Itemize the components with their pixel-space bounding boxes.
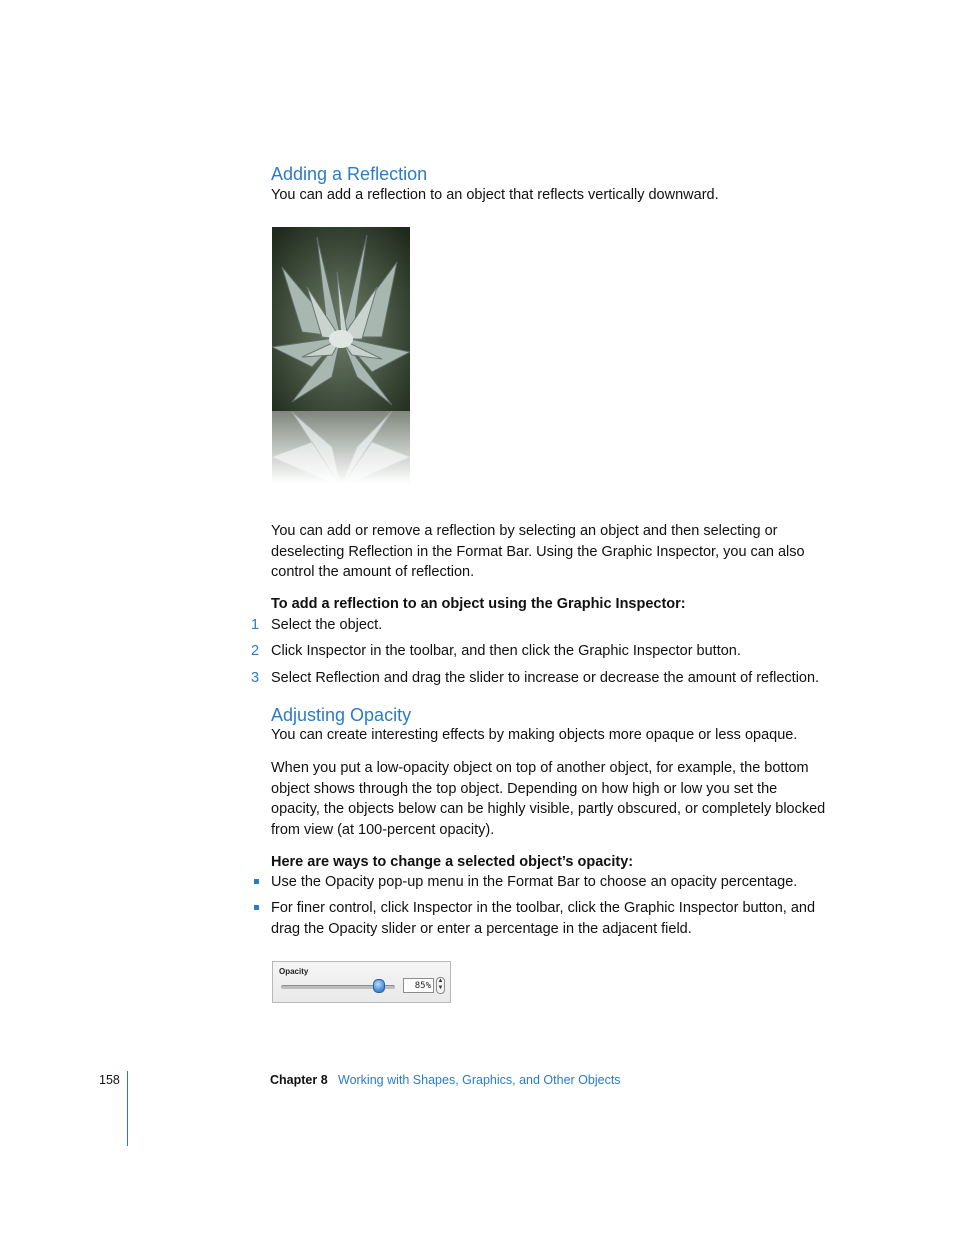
opacity-value-field[interactable]: 85% [403, 978, 434, 993]
opacity-panel [272, 961, 451, 1003]
section2-body [271, 758, 825, 840]
section1-body [271, 521, 805, 583]
step-text: Select Reflection and drag the slider to increase or decrease the amount of reflection. [271, 670, 820, 686]
body-line: You can add or remove a reflection by selecting an object and then selecting or [271, 523, 778, 539]
opacity-label: Opacity [279, 967, 309, 976]
step-text: Click Inspector in the toolbar, and then click the Graphic Inspector button. [271, 643, 741, 659]
stepper-up-icon[interactable]: ▲ [437, 978, 444, 984]
bullet-marker [254, 879, 259, 884]
procedure-title: To add a reflection to an object using the Graphic Inspector: [271, 596, 686, 612]
chapter-title-link[interactable]: Working with Shapes, Graphics, and Other Objects [338, 1073, 621, 1087]
stepper-down-icon[interactable]: ▼ [437, 985, 444, 991]
step-number: 1 [251, 617, 260, 633]
body-line: object shows through the top object. Depending on how high or low you set the [271, 780, 778, 797]
chapter-label: Chapter 8 [270, 1073, 328, 1087]
step-number: 2 [251, 643, 260, 659]
bullet-line: drag the Opacity slider or enter a percentage in the adjacent field. [271, 920, 692, 937]
opacity-stepper[interactable] [436, 977, 445, 994]
agave-photo [272, 227, 410, 411]
section-heading-adjusting-opacity: Adjusting Opacity [271, 705, 412, 725]
footer-rule [127, 1071, 128, 1146]
section-heading-adding-reflection: Adding a Reflection [271, 164, 428, 184]
bullet-text: Use the Opacity pop-up menu in the Format Bar to choose an opacity percentage. [271, 874, 798, 890]
agave-reflection-image [272, 227, 410, 487]
section-intro: You can add a reflection to an object that reflects vertically downward. [271, 187, 719, 203]
section-intro: You can create interesting effects by making objects more opaque or less opaque. [271, 727, 798, 743]
step-number: 3 [251, 670, 260, 686]
bullet-marker [254, 905, 259, 910]
bullet-text [271, 898, 815, 939]
ways-title: Here are ways to change a selected object’s opacity: [271, 854, 634, 870]
body-line: control the amount of reflection. [271, 564, 475, 580]
bullet-line: For finer control, click Inspector in the toolbar, click the Graphic Inspector button, and [271, 900, 816, 916]
opacity-slider-thumb[interactable] [373, 979, 385, 993]
page-number: 158 [99, 1073, 120, 1087]
step-text: Select the object. [271, 617, 383, 633]
body-line: from view (at 100-percent opacity). [271, 821, 495, 838]
body-line: deselecting Reflection in the Format Bar. Using the Graphic Inspector, you can also [271, 543, 805, 560]
reflection-fade [272, 411, 410, 487]
body-line: opacity, the objects below can be highly visible, partly obscured, or completely blocked [271, 801, 826, 817]
body-line: When you put a low-opacity object on top of another object, for example, the bottom [271, 760, 809, 776]
